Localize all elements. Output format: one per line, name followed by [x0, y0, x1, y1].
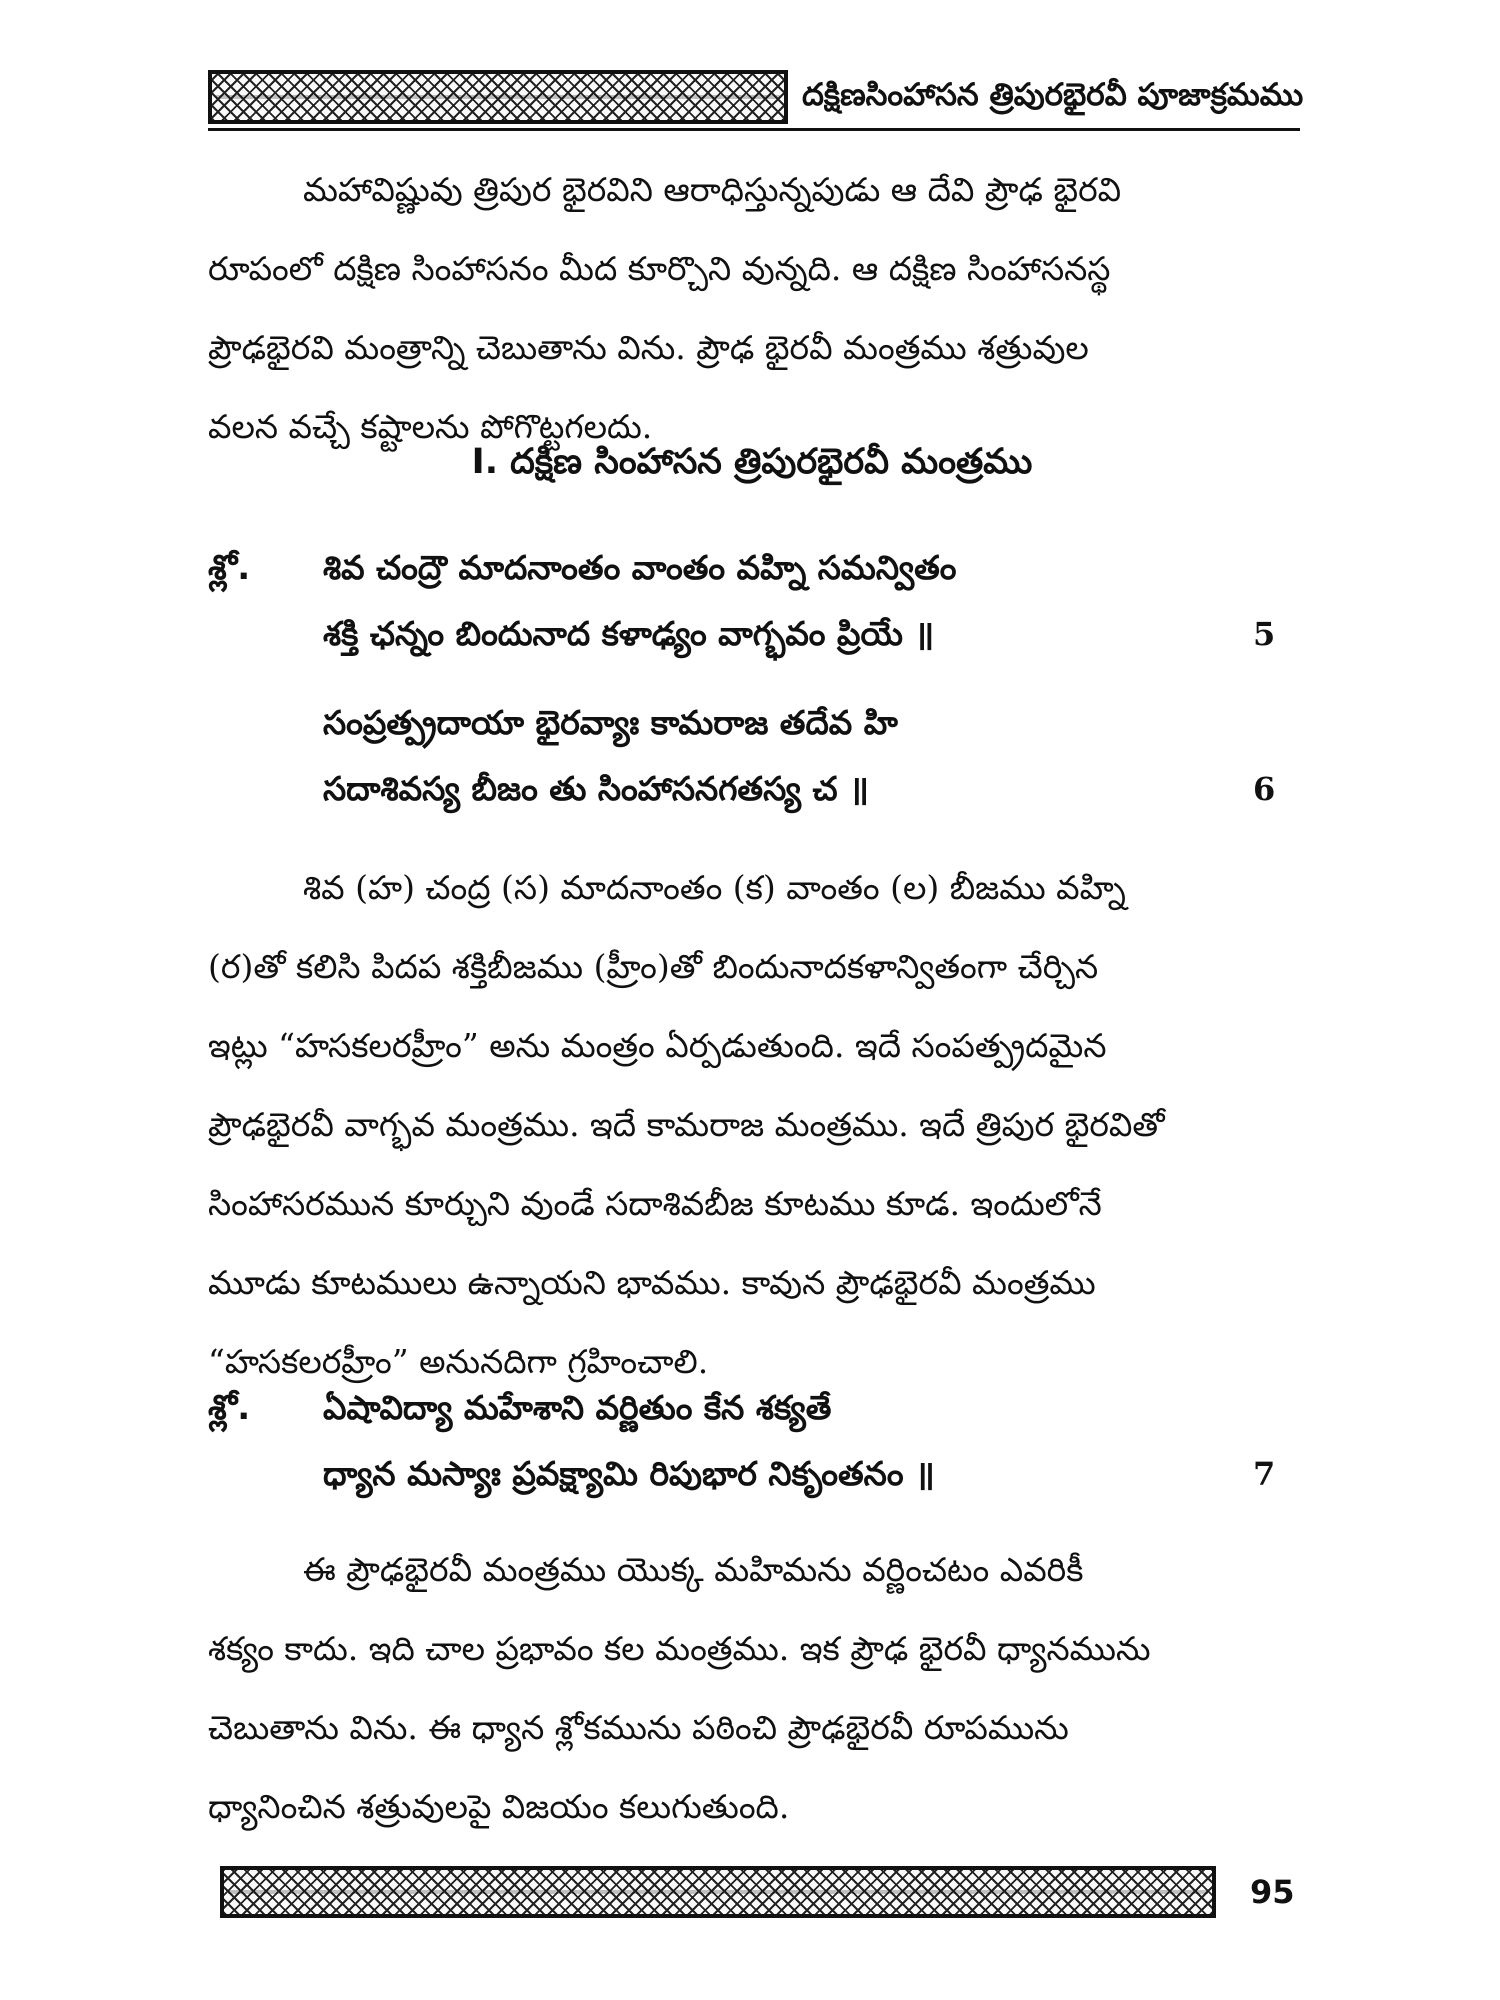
text-line: శివ (హ) చంద్ర (స) మాదనాంతం (క) వాంతం (ల) బీజము వహ్ని: [303, 868, 1126, 907]
sloka-mark: శ్లో.: [208, 1388, 251, 1428]
text-line: “హసకలరహ్రీం” అనునదిగా గ్రహించాలి.: [208, 1342, 709, 1381]
sloka-block-2: [208, 1375, 1308, 1515]
verse-number: 7: [1253, 1455, 1276, 1493]
header-ornamental-border: [208, 70, 788, 124]
text-line: చెబుతాను విను. ఈ ధ్యాన శ్లోకమును పఠించి ప్రౌఢభైరవీ రూపమును: [208, 1708, 1069, 1747]
verse-number: 6: [1253, 770, 1276, 808]
verse-line: ఏషావిద్యా మహేశాని వర్ణితుం కేన శక్యతే: [323, 1388, 832, 1427]
running-head: దక్షిణసింహాసన త్రిపురభైరవీ పూజాక్రమము: [802, 77, 1304, 113]
sloka-mark: శ్లో.: [208, 548, 251, 588]
text-line: ప్రౌఢభైరవి మంత్రాన్ని చెబుతాను విను. ప్రౌఢ భైరవీ మంత్రము శత్రువుల: [208, 328, 1089, 367]
text-line: (ర)తో కలిసి పిదప శక్తిబీజము (హ్రీం)తో బిందునాదకళాన్వితంగా చేర్చిన: [208, 947, 1099, 986]
page-header: [208, 58, 1304, 134]
text-line: ప్రౌఢభైరవీ వాగ్భవ మంత్రము. ఇదే కామరాజ మంత్రము. ఇదే త్రిపుర భైరవితో: [208, 1105, 1165, 1144]
text-line: మూడు కూటములు ఉన్నాయని భావము. కావున ప్రౌఢభైరవీ మంత్రము: [208, 1263, 1096, 1302]
verse-number: 5: [1253, 615, 1276, 653]
text-line: సింహాసరమున కూర్చుని వుండే సదాశివబీజ కూటము కూడ. ఇందులోనే: [208, 1184, 1102, 1223]
page-number: 95: [1250, 1873, 1295, 1911]
text-line: శక్యం కాదు. ఇది చాల ప్రభావం కల మంత్రము. ఇక ప్రౌఢ భైరవీ ధ్యానమును: [208, 1629, 1151, 1668]
sloka-block-1: [208, 535, 1308, 825]
header-rule: [208, 128, 1300, 131]
text-line: రూపంలో దక్షిణ సింహాసనం మీద కూర్చొని వున్నది. ఆ దక్షిణ సింహాసనస్థ: [208, 249, 1111, 288]
verse-line: సంప్రత్ప్రదాయా భైరవ్యాః కామరాజ తదేవ హి: [323, 703, 898, 742]
text-line: వలన వచ్చే కష్టాలను పోగొట్టగలదు.: [208, 407, 653, 446]
page-footer: [220, 1866, 1310, 1926]
verse-line: సదాశివస్య బీజం తు సింహాసనగతస్య చ ॥: [323, 769, 869, 808]
paragraph-closing: [208, 1530, 1296, 1846]
text-line: మహావిష్ణువు త్రిపుర భైరవిని ఆరాధిస్తున్నపుడు ఆ దేవి ప్రౌఢ భైరవి: [303, 170, 1122, 209]
footer-ornamental-border: [220, 1866, 1216, 1918]
paragraph-explanation: [208, 848, 1296, 1401]
text-line: ఇట్లు “హసకలరహ్రీం” అను మంత్రం ఏర్పడుతుంది. ఇదే సంపత్ప్రదమైన: [208, 1026, 1107, 1065]
paragraph-intro: [208, 150, 1296, 466]
text-line: ధ్యానించిన శత్రువులపై విజయం కలుగుతుంది.: [208, 1787, 790, 1826]
verse-line: ధ్యాన మస్యాః ప్రవక్ష్యామి రిపుభార నికృంతనం ॥: [323, 1454, 935, 1493]
section-heading: I. దక్షిణ సింహాసన త్రిపురభైరవీ మంత్రము: [471, 442, 1033, 482]
text-line: ఈ ప్రౌఢభైరవీ మంత్రము యొక్క మహిమను వర్ణించటం ఎవరికీ: [303, 1550, 1084, 1589]
verse-line: శివ చంద్రౌ మాదనాంతం వాంతం వహ్ని సమన్వితం: [323, 548, 957, 587]
verse-line: శక్తి ఛన్నం బిందునాద కళాఢ్యం వాగ్భవం ప్రియే ॥: [323, 614, 935, 653]
